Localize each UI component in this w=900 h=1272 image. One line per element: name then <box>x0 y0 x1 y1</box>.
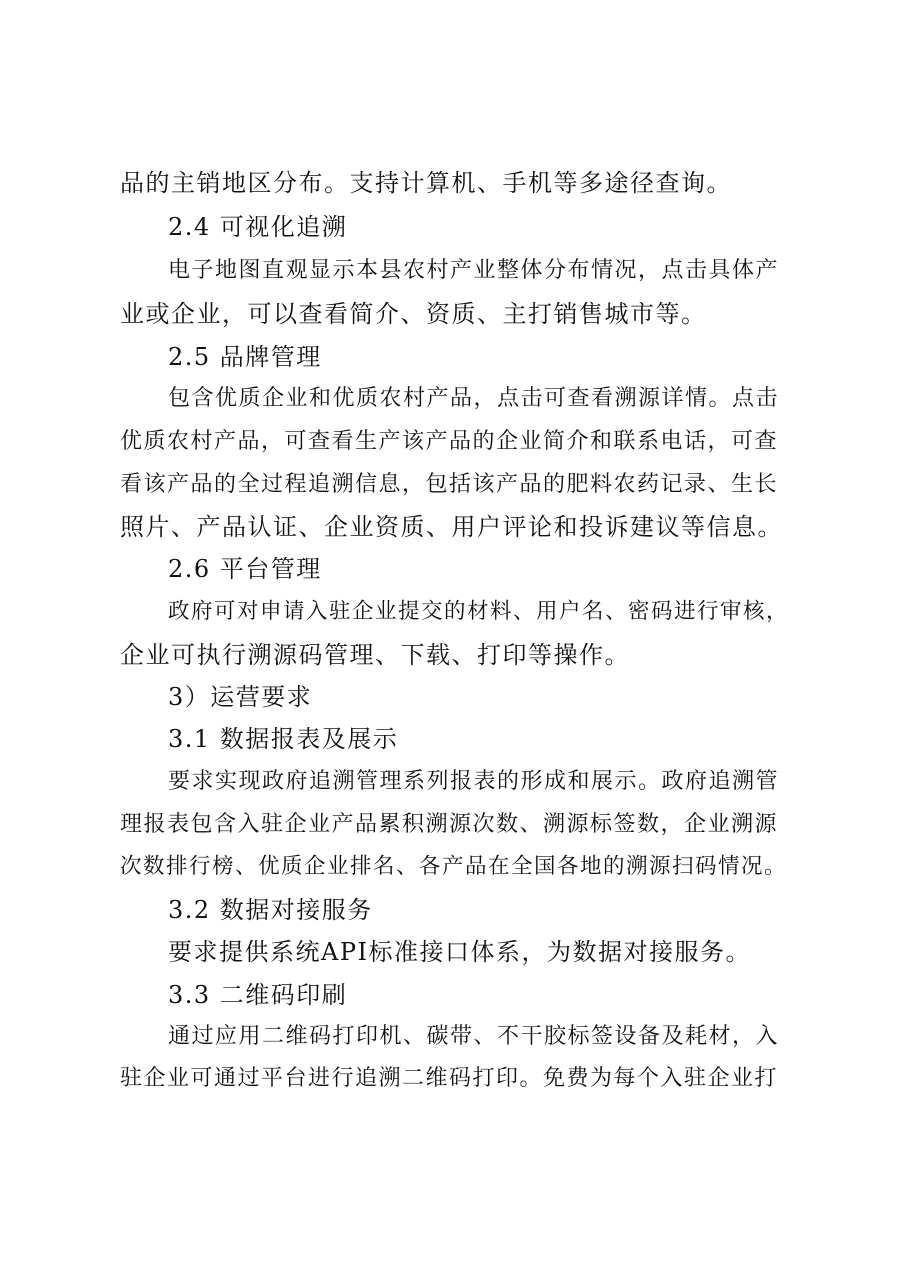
section-heading-3: 3）运营要求 <box>168 683 313 711</box>
paragraph-line: 看该产品的全过程追溯信息，包括该产品的肥料农药记录、生长 <box>120 472 779 497</box>
paragraph-line: 品的主销地区分布。支持计算机、手机等多途径查询。 <box>120 169 732 197</box>
section-heading-2-5: 2.5 品牌管理 <box>168 343 322 371</box>
paragraph-line: 企业可执行溯源码管理、下载、打印等操作。 <box>120 641 630 669</box>
paragraph-line: 政府可对申请入驻企业提交的材料、用户名、密码进行审核， <box>168 599 790 624</box>
section-heading-3-3: 3.3 二维码印刷 <box>168 981 348 1009</box>
paragraph-line: 电子地图直观显示本县农村产业整体分布情况，点击具体产 <box>168 258 780 283</box>
section-heading-3-1: 3.1 数据报表及展示 <box>168 725 399 753</box>
paragraph-line: 理报表包含入驻企业产品累积溯源次数、溯源标签数，企业溯源 <box>120 812 779 837</box>
paragraph-line: 次数排行榜、优质企业排名、各产品在全国各地的溯源扫码情况。 <box>120 854 788 879</box>
paragraph-line: 优质农村产品，可查看生产该产品的企业简介和联系电话，可查 <box>120 429 779 454</box>
paragraph-line: 通过应用二维码打印机、碳带、不干胶标签设备及耗材，入 <box>168 1024 780 1049</box>
section-heading-2-6: 2.6 平台管理 <box>168 555 322 583</box>
paragraph-line: 要求提供系统API标准接口体系，为数据对接服务。 <box>168 938 751 966</box>
section-heading-2-4: 2.4 可视化追溯 <box>168 213 348 241</box>
paragraph-line: 包含优质企业和优质农村产品，点击可查看溯源详情。点击 <box>168 386 780 411</box>
paragraph-line: 要求实现政府追溯管理系列报表的形成和展示。政府追溯管 <box>168 769 780 794</box>
paragraph-line: 照片、产品认证、企业资质、用户评论和投诉建议等信息。 <box>120 513 783 541</box>
paragraph-line: 驻企业可通过平台进行追溯二维码打印。免费为每个入驻企业打 <box>120 1066 779 1091</box>
section-heading-3-2: 3.2 数据对接服务 <box>168 896 373 924</box>
paragraph-line: 业或企业，可以查看简介、资质、主打销售城市等。 <box>120 300 707 328</box>
